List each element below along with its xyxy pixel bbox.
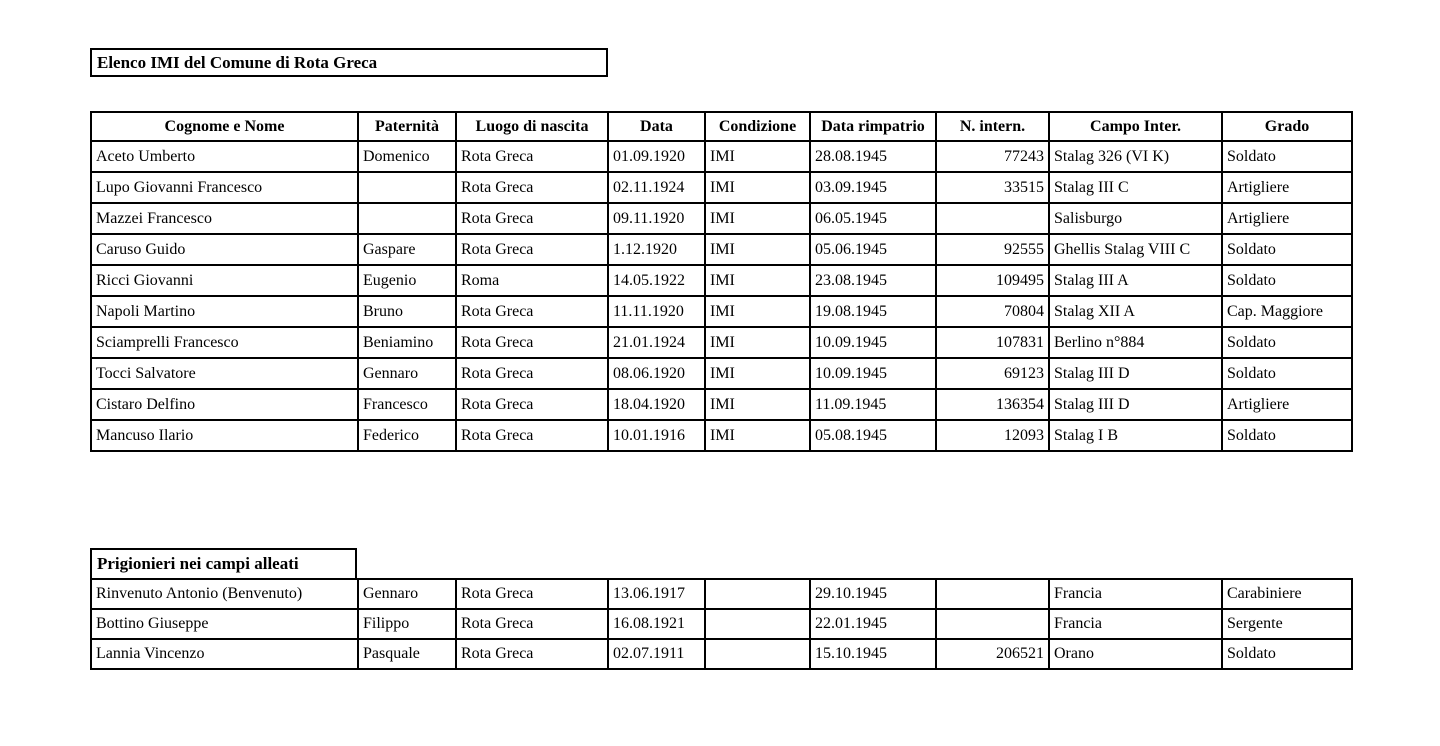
document-title-box bbox=[90, 48, 608, 77]
table-cell: Soldato bbox=[1222, 327, 1352, 358]
table-cell: Mazzei Francesco bbox=[91, 203, 358, 234]
table-cell bbox=[936, 609, 1049, 639]
column-header-paternita: Paternità bbox=[358, 112, 456, 141]
table-cell: Caruso Guido bbox=[91, 234, 358, 265]
table-cell: Cistaro Delfino bbox=[91, 389, 358, 420]
table-cell: Stalag 326 (VI K) bbox=[1049, 141, 1222, 172]
table-cell: Bottino Giuseppe bbox=[91, 609, 358, 639]
column-header-grado: Grado bbox=[1222, 112, 1352, 141]
table-cell: 92555 bbox=[936, 234, 1049, 265]
table-cell: Gaspare bbox=[358, 234, 456, 265]
table-cell: 02.11.1924 bbox=[608, 172, 705, 203]
document-title: Elenco IMI del Comune di Rota Greca bbox=[97, 52, 378, 72]
table-cell: Soldato bbox=[1222, 420, 1352, 451]
table-cell: IMI bbox=[705, 141, 810, 172]
table-cell bbox=[936, 579, 1049, 609]
table-cell: Stalag III D bbox=[1049, 358, 1222, 389]
table-cell: 12093 bbox=[936, 420, 1049, 451]
table-cell: 15.10.1945 bbox=[810, 639, 936, 669]
table-cell: Ghellis Stalag VIII C bbox=[1049, 234, 1222, 265]
allied-prisoners-table bbox=[90, 578, 1353, 670]
table-cell: 14.05.1922 bbox=[608, 265, 705, 296]
table-cell: Roma bbox=[456, 265, 608, 296]
table-row bbox=[91, 639, 1352, 669]
table-cell bbox=[358, 172, 456, 203]
table-cell: 19.08.1945 bbox=[810, 296, 936, 327]
table-cell: Rota Greca bbox=[456, 327, 608, 358]
table-cell: 70804 bbox=[936, 296, 1049, 327]
table-cell: IMI bbox=[705, 203, 810, 234]
table-cell: Carabiniere bbox=[1222, 579, 1352, 609]
table-cell: 69123 bbox=[936, 358, 1049, 389]
table-row bbox=[91, 609, 1352, 639]
table-cell: Artigliere bbox=[1222, 172, 1352, 203]
table-cell: Rota Greca bbox=[456, 639, 608, 669]
table-cell: 107831 bbox=[936, 327, 1049, 358]
table-cell: IMI bbox=[705, 327, 810, 358]
table-cell: 1.12.1920 bbox=[608, 234, 705, 265]
table-cell: 21.01.1924 bbox=[608, 327, 705, 358]
table-cell: Rota Greca bbox=[456, 420, 608, 451]
table-cell: IMI bbox=[705, 172, 810, 203]
table-cell: IMI bbox=[705, 389, 810, 420]
table-cell: Soldato bbox=[1222, 141, 1352, 172]
table-cell: Mancuso Ilario bbox=[91, 420, 358, 451]
table-cell: Stalag III D bbox=[1049, 389, 1222, 420]
table-cell: 05.06.1945 bbox=[810, 234, 936, 265]
table-cell: 11.11.1920 bbox=[608, 296, 705, 327]
table-cell: 03.09.1945 bbox=[810, 172, 936, 203]
table-cell: Rota Greca bbox=[456, 172, 608, 203]
table-cell: Rota Greca bbox=[456, 234, 608, 265]
table-cell: 23.08.1945 bbox=[810, 265, 936, 296]
table-cell: Orano bbox=[1049, 639, 1222, 669]
column-header-data: Data bbox=[608, 112, 705, 141]
column-header-rimpatrio: Data rimpatrio bbox=[810, 112, 936, 141]
table-cell: Eugenio bbox=[358, 265, 456, 296]
table-cell: Cap. Maggiore bbox=[1222, 296, 1352, 327]
table-cell: Berlino n°884 bbox=[1049, 327, 1222, 358]
table-cell: Bruno bbox=[358, 296, 456, 327]
table-cell: 10.09.1945 bbox=[810, 358, 936, 389]
table-row bbox=[91, 420, 1352, 451]
table-cell: Soldato bbox=[1222, 265, 1352, 296]
table-cell: Sergente bbox=[1222, 609, 1352, 639]
table-row bbox=[91, 265, 1352, 296]
table-cell: Francia bbox=[1049, 609, 1222, 639]
table-cell: IMI bbox=[705, 265, 810, 296]
table-cell: Rota Greca bbox=[456, 358, 608, 389]
allied-section-title-box bbox=[90, 548, 357, 578]
table-cell: Tocci Salvatore bbox=[91, 358, 358, 389]
table-cell: 05.08.1945 bbox=[810, 420, 936, 451]
table-cell: 28.08.1945 bbox=[810, 141, 936, 172]
table-cell bbox=[936, 203, 1049, 234]
table-row bbox=[91, 203, 1352, 234]
table-cell: 10.09.1945 bbox=[810, 327, 936, 358]
table-cell: Lannia Vincenzo bbox=[91, 639, 358, 669]
table-cell: Stalag I B bbox=[1049, 420, 1222, 451]
table-row bbox=[91, 234, 1352, 265]
table-cell: Ricci Giovanni bbox=[91, 265, 358, 296]
table-cell: Stalag III A bbox=[1049, 265, 1222, 296]
table-cell: 01.09.1920 bbox=[608, 141, 705, 172]
table-row bbox=[91, 327, 1352, 358]
column-header-campo: Campo Inter. bbox=[1049, 112, 1222, 141]
table-cell: Filippo bbox=[358, 609, 456, 639]
table-cell: Francia bbox=[1049, 579, 1222, 609]
imi-table bbox=[90, 111, 1353, 452]
table-cell: Lupo Giovanni Francesco bbox=[91, 172, 358, 203]
table-cell: Napoli Martino bbox=[91, 296, 358, 327]
table-cell: Soldato bbox=[1222, 358, 1352, 389]
table-cell: 10.01.1916 bbox=[608, 420, 705, 451]
table-cell: Rota Greca bbox=[456, 203, 608, 234]
table-row bbox=[91, 141, 1352, 172]
table-cell: 18.04.1920 bbox=[608, 389, 705, 420]
table-cell: 206521 bbox=[936, 639, 1049, 669]
table-cell: Rota Greca bbox=[456, 579, 608, 609]
table-cell: Soldato bbox=[1222, 639, 1352, 669]
table-cell: Stalag III C bbox=[1049, 172, 1222, 203]
table-cell: IMI bbox=[705, 296, 810, 327]
table-cell: Rinvenuto Antonio (Benvenuto) bbox=[91, 579, 358, 609]
table-cell: 136354 bbox=[936, 389, 1049, 420]
column-header-luogo: Luogo di nascita bbox=[456, 112, 608, 141]
table-cell: Francesco bbox=[358, 389, 456, 420]
table-cell: Stalag XII A bbox=[1049, 296, 1222, 327]
table-cell: Rota Greca bbox=[456, 609, 608, 639]
table-cell bbox=[358, 203, 456, 234]
table-cell bbox=[705, 609, 810, 639]
table-cell: Artigliere bbox=[1222, 203, 1352, 234]
table-cell: 29.10.1945 bbox=[810, 579, 936, 609]
column-header-cognome: Cognome e Nome bbox=[91, 112, 358, 141]
table-cell: Gennaro bbox=[358, 358, 456, 389]
table-cell: Soldato bbox=[1222, 234, 1352, 265]
table-cell: 22.01.1945 bbox=[810, 609, 936, 639]
table-cell: Salisburgo bbox=[1049, 203, 1222, 234]
imi-table-body bbox=[91, 141, 1352, 451]
table-cell: Gennaro bbox=[358, 579, 456, 609]
table-cell bbox=[705, 639, 810, 669]
table-cell: Domenico bbox=[358, 141, 456, 172]
table-cell: IMI bbox=[705, 358, 810, 389]
table-cell: Federico bbox=[358, 420, 456, 451]
table-cell: 16.08.1921 bbox=[608, 609, 705, 639]
table-cell: 06.05.1945 bbox=[810, 203, 936, 234]
column-header-condizione: Condizione bbox=[705, 112, 810, 141]
table-row bbox=[91, 296, 1352, 327]
table-cell: 109495 bbox=[936, 265, 1049, 296]
table-row bbox=[91, 358, 1352, 389]
table-cell: Sciamprelli Francesco bbox=[91, 327, 358, 358]
table-cell: Rota Greca bbox=[456, 296, 608, 327]
table-cell bbox=[705, 579, 810, 609]
imi-table-header bbox=[91, 112, 1352, 141]
table-cell: Pasquale bbox=[358, 639, 456, 669]
table-cell: Rota Greca bbox=[456, 141, 608, 172]
table-cell: IMI bbox=[705, 420, 810, 451]
table-cell: Aceto Umberto bbox=[91, 141, 358, 172]
table-cell: Rota Greca bbox=[456, 389, 608, 420]
table-cell: 11.09.1945 bbox=[810, 389, 936, 420]
table-cell: 02.07.1911 bbox=[608, 639, 705, 669]
table-cell: 08.06.1920 bbox=[608, 358, 705, 389]
table-cell: IMI bbox=[705, 234, 810, 265]
table-cell: 09.11.1920 bbox=[608, 203, 705, 234]
allied-table-body bbox=[91, 579, 1352, 669]
table-cell: 13.06.1917 bbox=[608, 579, 705, 609]
table-row bbox=[91, 579, 1352, 609]
table-row bbox=[91, 172, 1352, 203]
table-cell: Artigliere bbox=[1222, 389, 1352, 420]
table-row bbox=[91, 389, 1352, 420]
header-row bbox=[91, 112, 1352, 141]
allied-section-title: Prigionieri nei campi alleati bbox=[97, 554, 299, 573]
column-header-n-intern: N. intern. bbox=[936, 112, 1049, 141]
table-cell: Beniamino bbox=[358, 327, 456, 358]
table-cell: 77243 bbox=[936, 141, 1049, 172]
table-cell: 33515 bbox=[936, 172, 1049, 203]
